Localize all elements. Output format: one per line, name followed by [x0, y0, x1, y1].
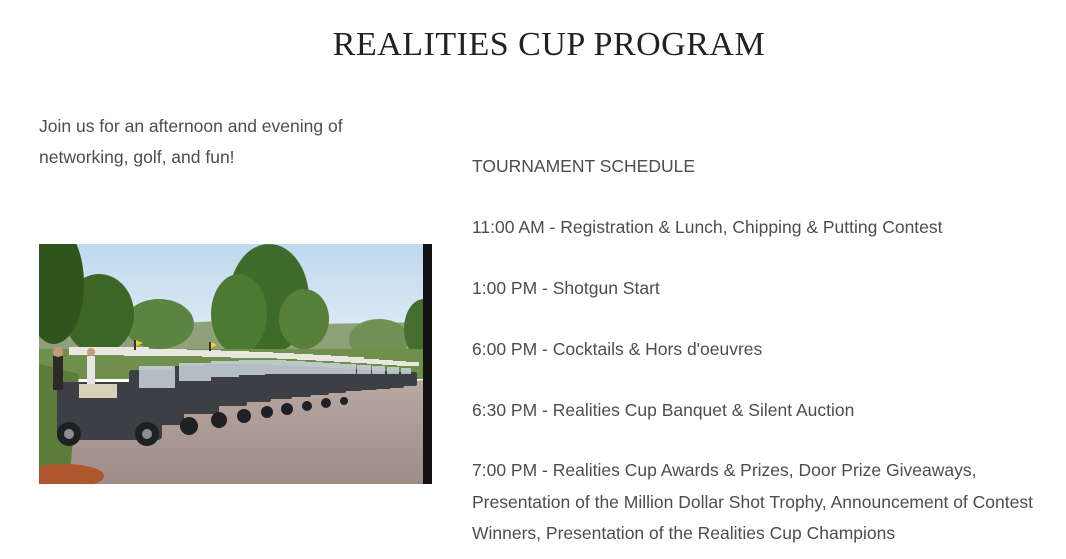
schedule-event: Cocktails & Hors d'oeuvres — [552, 339, 763, 359]
schedule-separator: - — [537, 400, 553, 420]
schedule-time: 11:00 AM — [472, 217, 545, 237]
schedule-time: 7:00 PM — [472, 460, 538, 480]
schedule-event: Shotgun Start — [552, 278, 660, 298]
schedule-separator: - — [537, 460, 553, 480]
schedule-event: Realities Cup Banquet & Silent Auction — [552, 400, 855, 420]
schedule-event: Realities Cup Awards & Prizes, Door Prize Giveaways, Presentation of the Million Dollar Shot Trophy, Announcement of Contest Winners, Presentation of the Realities Cup Champions — [472, 460, 1033, 543]
schedule-event: Registration & Lunch, Chipping & Putting Contest — [560, 217, 943, 237]
golf-carts-photo — [39, 244, 432, 484]
schedule-time: 1:00 PM — [472, 278, 538, 298]
schedule-item — [472, 211, 1062, 243]
schedule-time: 6:30 PM — [472, 400, 538, 420]
schedule-heading: TOURNAMENT SCHEDULE — [472, 156, 695, 176]
schedule-item — [472, 272, 1062, 304]
schedule-item — [472, 333, 1062, 365]
intro-text: Join us for an afternoon and evening of networking, golf, and fun! — [39, 116, 343, 167]
schedule-separator: - — [544, 217, 561, 237]
page-title: REALITIES CUP PROGRAM — [332, 26, 766, 63]
schedule-separator: - — [537, 278, 553, 298]
schedule-item — [472, 394, 1062, 426]
tournament-schedule — [472, 150, 1062, 550]
schedule-item — [472, 455, 1062, 550]
schedule-time: 6:00 PM — [472, 339, 538, 359]
schedule-separator: - — [537, 339, 553, 359]
